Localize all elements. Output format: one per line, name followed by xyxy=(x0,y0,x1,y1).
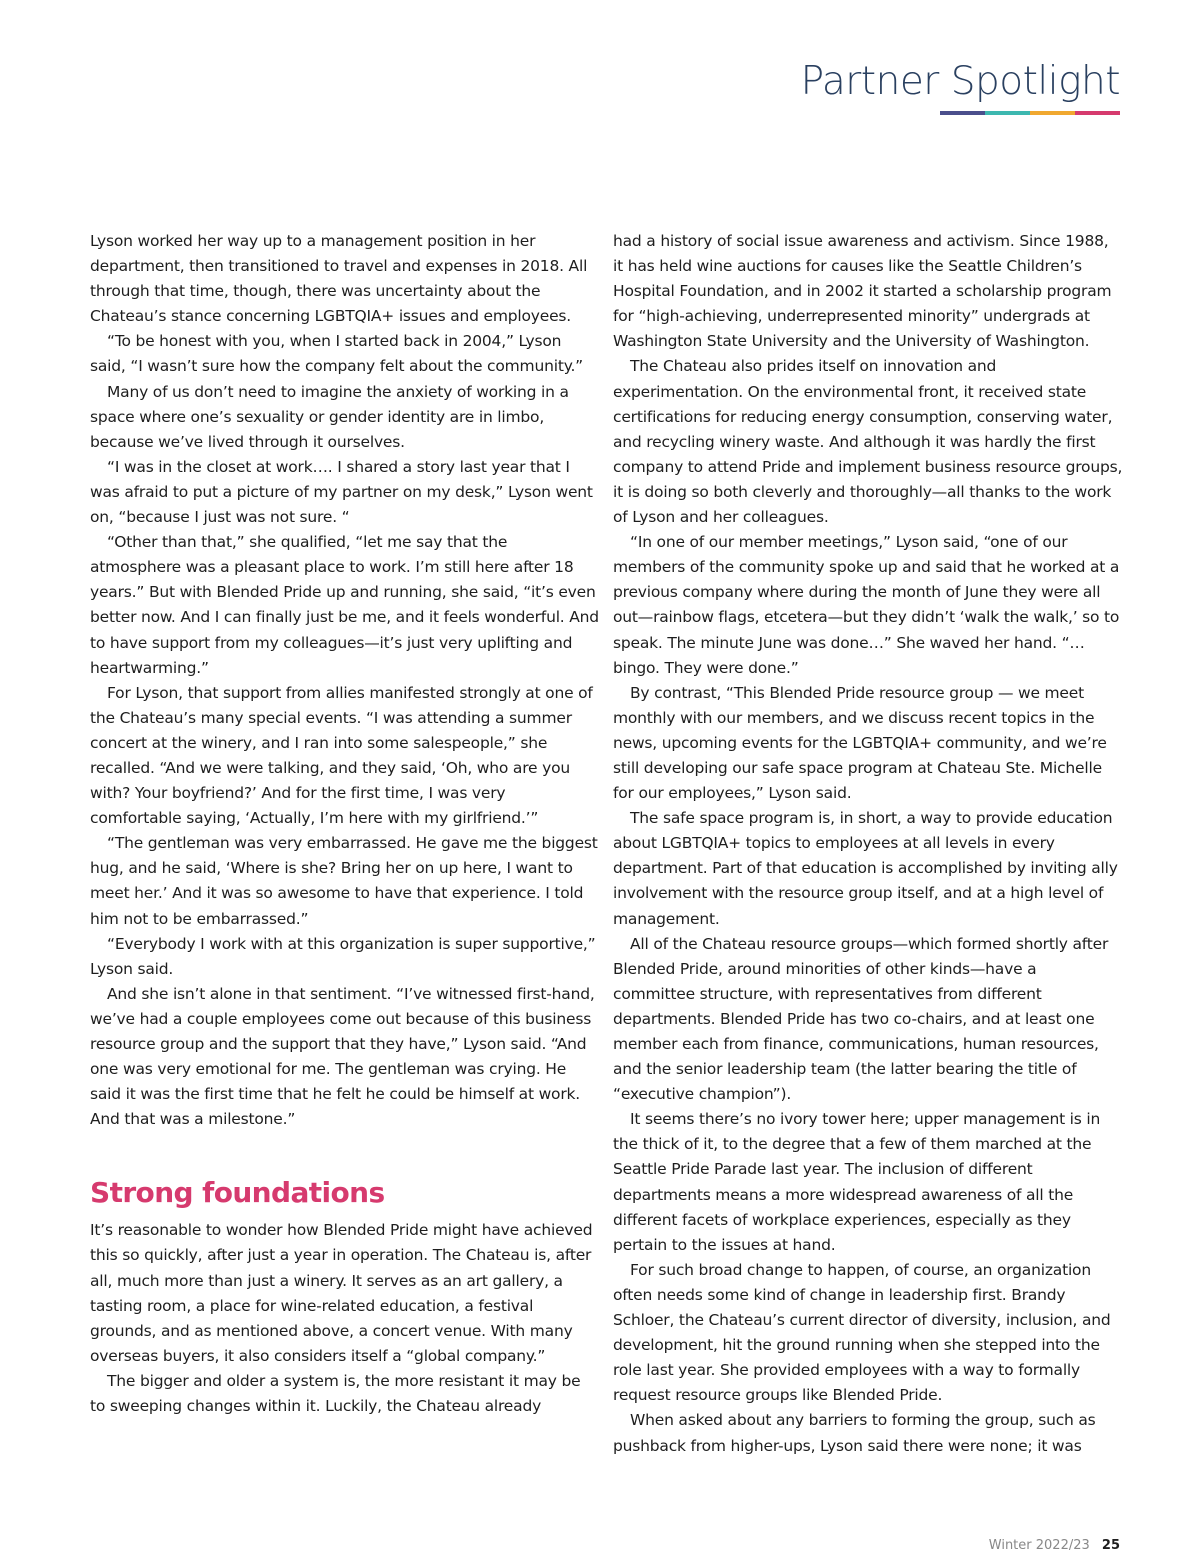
accent-bar-segment xyxy=(1030,111,1075,115)
body-paragraph: “The gentleman was very embarrassed. He gave me the biggest hug, and he said, ‘Where is she? Bring her on up here, I want to meet her.’ And it was so awesome to have that experience. I told him not to be embarrassed.” xyxy=(90,834,598,928)
accent-bar-segment xyxy=(940,111,985,115)
body-paragraph: Lyson worked her way up to a management position in her department, then transitioned to travel and expenses in 2018. All through that time, though, there was uncertainty about the Chateau’s stance concerning LGBTQIA+ issues and employees. xyxy=(90,232,588,326)
body-paragraph: For such broad change to happen, of course, an organization often needs some kind of change in leadership first. Brandy Schloer, the Chateau’s current director of diversity, inclusion, and development, hit the ground running when she stepped into the role last year. She provided employees with a way to formally request resource groups like Blended Pride. xyxy=(613,1260,1111,1405)
body-paragraph: “I was in the closet at work…. I shared a story last year that I was afraid to put a picture of my partner on my desk,” Lyson went on, “because I just was not sure. “ xyxy=(90,457,593,527)
accent-bar xyxy=(940,111,1120,115)
section-heading: Strong foundations xyxy=(90,1176,385,1210)
body-paragraph: “In one of our member meetings,” Lyson said, “one of our members of the community spoke up and said that he worked at a previous company where during the month of June they were all out—rainbow flags, etcetera—but they didn’t ‘walk the walk,’ so to speak. The minute June was done…” She waved her hand. “…bingo. They were done.” xyxy=(613,533,1120,677)
body-paragraph: The Chateau also prides itself on innovation and experimentation. On the environmental front, it received state certifications for reducing energy consumption, conserving water, and recycling winery waste. And although it was hardly the first company to attend Pride and implement business resource groups, it is doing so both cleverly and thoroughly—all thanks to the work of Lyson and her colleagues. xyxy=(613,357,1123,527)
accent-bar-segment xyxy=(985,111,1030,115)
body-paragraph: For Lyson, that support from allies manifested strongly at one of the Chateau’s many special events. “I was attending a summer concert at the winery, and I ran into some salespeople,” she recalled. “And we were talking, and they said, ‘Oh, who are you with? Your boyfriend?’ And for the first time, I was very comfortable saying, ‘Actually, I’m here with my girlfriend.’” xyxy=(90,683,593,828)
body-paragraph: The safe space program is, in short, a way to provide education about LGBTQIA+ topics to employees at all levels in every department. Part of that education is accomplished by inviting ally involvement with the resource group itself, and at a high level of management. xyxy=(613,809,1118,928)
page-footer xyxy=(989,1538,1120,1553)
section-title: Partner Spotlight xyxy=(800,59,1120,104)
body-paragraph: By contrast, “This Blended Pride resource group — we meet monthly with our members, and we discuss recent topics in the news, upcoming events for the LGBTQIA+ community, and we’re still developing our safe space program at Chateau Ste. Michelle for our employees,” Lyson said. xyxy=(613,683,1107,803)
body-paragraph: “Other than that,” she qualified, “let me say that the atmosphere was a pleasant place to work. I’m still here after 18 years.” But with Blended Pride up and running, she said, “it’s even better now. And I can finally just be me, and it feels wonderful. And to have support from my colleagues—it’s just very uplifting and heartwarming.” xyxy=(90,533,599,677)
body-paragraph: It seems there’s no ivory tower here; upper management is in the thick of it, to the degree that a few of them marched at the Seattle Pride Parade last year. The inclusion of different departments means a more widespread awareness of all the different facets of workplace experiences, especially as they pertain to the issues at hand. xyxy=(613,1110,1101,1254)
body-paragraph: All of the Chateau resource groups—which formed shortly after Blended Pride, around minorities of other kinds—have a committee structure, with representatives from different departments. Blended Pride has two co-chairs, and at least one member each from finance, communications, human resources, and the senior leadership team (the latter bearing the title of “executive champion”). xyxy=(613,934,1109,1104)
body-paragraph: Many of us don’t need to imagine the anxiety of working in a space where one’s sexuality or gender identity are in limbo, because we’ve lived through it ourselves. xyxy=(90,382,569,451)
page-number: 25 xyxy=(1101,1538,1120,1553)
right-column xyxy=(613,229,1123,1459)
body-paragraph: “Everybody I work with at this organization is super supportive,” Lyson said. xyxy=(90,934,596,978)
body-paragraph: It’s reasonable to wonder how Blended Pride might have achieved this so quickly, after just a year in operation. The Chateau is, after all, much more than just a winery. It serves as an art gallery, a tasting room, a place for wine-related education, a festival grounds, and as mentioned above, a concert venue. With many overseas buyers, it also considers itself a “global company.” xyxy=(90,1221,593,1365)
body-paragraph: The bigger and older a system is, the more resistant it may be to sweeping changes within it. Luckily, the Chateau already xyxy=(90,1371,581,1416)
body-paragraph: When asked about any barriers to forming the group, such as pushback from higher-ups, Lyson said there were none; it was xyxy=(613,1411,1096,1455)
body-paragraph: And she isn’t alone in that sentiment. “I’ve witnessed first-hand, we’ve had a couple employees come out because of this business resource group and the support that they have,” Lyson said. “And one was very emotional for me. The gentleman was crying. He said it was the first time that he felt he could be himself at work. And that was a milestone.” xyxy=(90,984,595,1129)
issue-label: Winter 2022/23 xyxy=(988,1538,1090,1553)
left-column xyxy=(90,229,600,1419)
body-paragraph: “To be honest with you, when I started back in 2004,” Lyson said, “I wasn’t sure how the company felt about the community.” xyxy=(90,332,584,376)
accent-bar-segment xyxy=(1075,111,1120,115)
body-paragraph: had a history of social issue awareness and activism. Since 1988, it has held wine auctions for causes like the Seattle Children’s Hospital Foundation, and in 2002 it started a scholarship program for “high-achieving, underrepresented minority” undergrads at Washington State University and the University of Washington. xyxy=(613,232,1112,351)
